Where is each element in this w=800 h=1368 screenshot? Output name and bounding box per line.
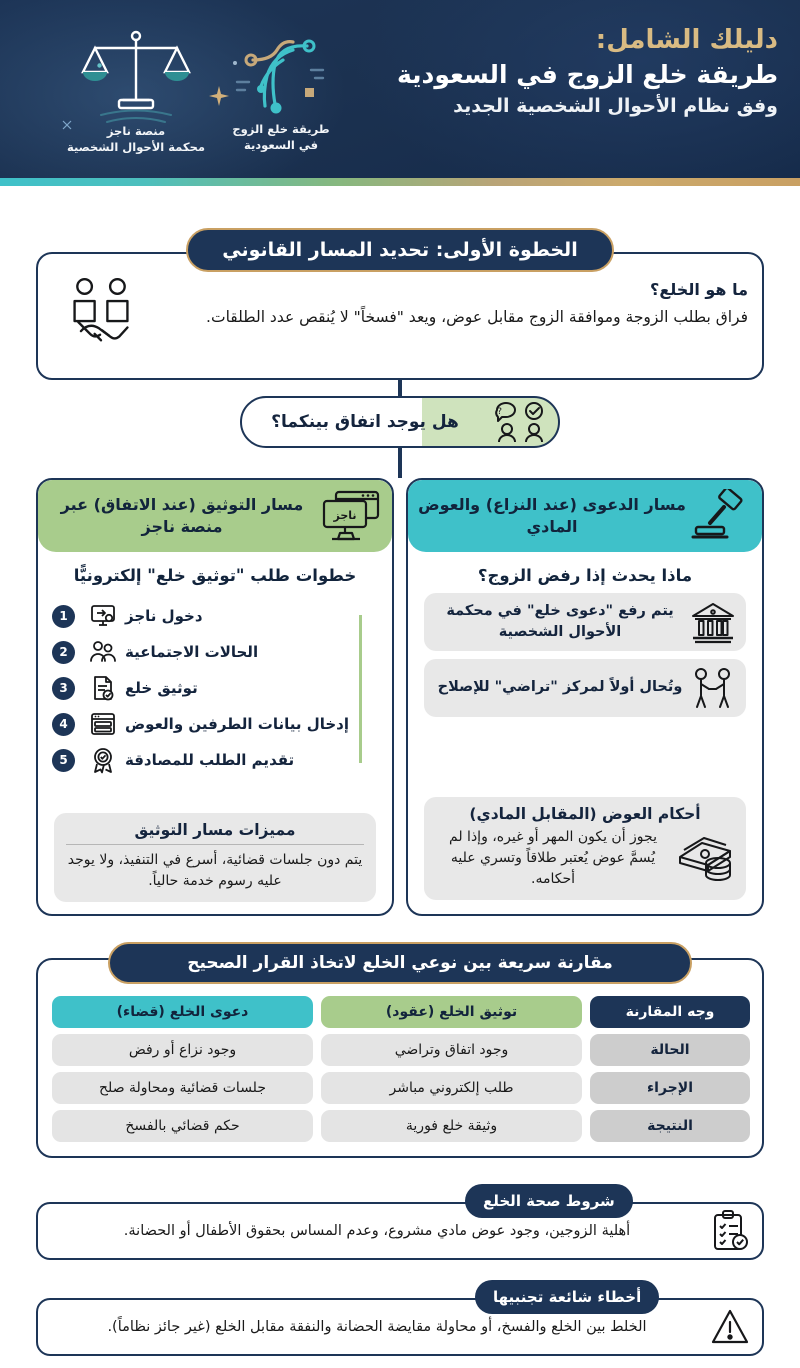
step-label: تقديم الطلب للمصادقة [125, 751, 295, 769]
table-cell-lawsuit: جلسات قضائية ومحاولة صلح [52, 1072, 313, 1104]
step-label: توثيق خلع [125, 679, 198, 697]
table-row-label: النتيجة [590, 1110, 750, 1142]
panel-lawsuit-path [406, 478, 764, 916]
table-header-cell: دعوى الخلع (قضاء) [52, 996, 313, 1028]
list-item [38, 707, 392, 741]
list-item [38, 635, 392, 669]
certified-seal-icon [89, 746, 117, 774]
decision-node [240, 396, 560, 448]
family-group-icon [89, 638, 117, 666]
step1-body [138, 280, 748, 329]
step-number: 5 [52, 749, 75, 772]
compensation-title: أحكام العوض (المقابل المادي) [469, 805, 701, 823]
mistakes-title-pill: أخطاء شائعة تجنبيها [475, 1280, 659, 1314]
page-title-sub: طريقة خلع الزوج في السعودية [396, 59, 778, 89]
table-cell-documentation: وثيقة خلع فورية [321, 1110, 582, 1142]
table-row [52, 1034, 750, 1066]
step-label: الحالات الاجتماعية [125, 643, 259, 661]
table-row-label: الحالة [590, 1034, 750, 1066]
connector-line-bottom [398, 448, 402, 478]
panel-documentation-header [38, 480, 392, 552]
header-banner [0, 0, 800, 186]
table-row [52, 1072, 750, 1104]
list-item [38, 743, 392, 777]
money-stack-icon [676, 831, 736, 887]
conditions-card [36, 1202, 764, 1260]
handshake-icon [60, 276, 142, 348]
lawsuit-info-text: وتُحال أولاً لمركز "تراضي" للإصلاح [437, 679, 683, 696]
conditions-title-pill: شروط صحة الخلع [465, 1184, 633, 1218]
panel-lawsuit-header [408, 480, 762, 552]
step1-title-pill: الخطوة الأولى: تحديد المسار القانوني [186, 228, 614, 272]
lawsuit-info-box [424, 659, 746, 717]
clipboard-check-icon [710, 1210, 750, 1252]
header-gradient-strip [0, 178, 800, 186]
logo-najiz-line1: منصة ناجز [106, 124, 166, 138]
step-number: 2 [52, 641, 75, 664]
mistakes-text: الخلط بين الخلع والفسخ، أو محاولة مقايضة الحضانة والنفقة مقابل الخلع (غير جائز نظاماً). [107, 1319, 647, 1335]
list-item [38, 599, 392, 633]
decision-label: هل يوجد اتفاق بينكما؟ [271, 412, 459, 432]
comparison-title-pill: مقارنة سريعة بين نوعي الخلع لاتخاذ القرار الصحيح [108, 942, 692, 984]
najiz-monitor-icon [320, 489, 382, 543]
table-cell-documentation: وجود اتفاق وتراضي [321, 1034, 582, 1066]
lawsuit-info-text: يتم رفع "دعوى خلع" في محكمة الأحوال الشخصية [446, 602, 674, 640]
features-text: يتم دون جلسات قضائية، أسرع في التنفيذ، ولا يوجد عليه رسوم خدمة حالياً. [67, 852, 363, 889]
panel-lawsuit-subtitle: ماذا يحدث إذا رفض الزوج؟ [477, 566, 693, 585]
compensation-text: يجوز أن يكون المهر أو غيره، وإذا لم يُسمَّ عوض يُعتبر طلاقاً وتسري عليه أحكامه. [449, 829, 657, 887]
step-number: 4 [52, 713, 75, 736]
logo-khul-line2: في السعودية [243, 137, 319, 152]
page-title-main: دليلك الشامل: [595, 25, 778, 55]
step-number: 1 [52, 605, 75, 628]
svg-text:?: ? [497, 407, 502, 417]
two-people-handshake-icon [690, 666, 736, 710]
step-label: إدخال بيانات الطرفين والعوض [125, 715, 349, 733]
table-cell-documentation: طلب إلكتروني مباشر [321, 1072, 582, 1104]
compensation-row [434, 827, 736, 890]
panel-lawsuit-title: مسار الدعوى (عند النزاع) والعوض المادي [418, 495, 686, 536]
list-item [38, 671, 392, 705]
documentation-steps-list [38, 599, 392, 777]
panel-documentation-path [36, 478, 394, 916]
compensation-box [424, 797, 746, 900]
scales-icon [77, 26, 195, 124]
lawsuit-info-box [424, 593, 746, 651]
page-title-tertiary: وفق نظام الأحوال الشخصية الجديد [453, 95, 778, 117]
conditions-text: أهلية الزوجين، وجود عوض مادي مشروع، وعدم المساس بحقوق الأطفال أو الحضانة. [123, 1223, 631, 1239]
warning-triangle-icon [710, 1306, 750, 1348]
table-row [52, 1110, 750, 1142]
table-header-cell: وجه المقارنة [590, 996, 750, 1028]
gavel-icon [690, 489, 752, 543]
question-people-icon [494, 402, 550, 442]
logo-najiz [46, 26, 226, 155]
step1-question: ما هو الخلع؟ [650, 280, 748, 299]
logo-najiz-line2: محكمة الأحوال الشخصية [67, 139, 205, 154]
step-number: 3 [52, 677, 75, 700]
header-title-block [308, 24, 778, 120]
courthouse-icon [690, 600, 736, 644]
logo-khul-line1: طريقة خلع الزوج [232, 122, 330, 136]
table-cell-lawsuit: حكم قضائي بالفسخ [52, 1110, 313, 1142]
table-cell-lawsuit: وجود نزاع أو رفض [52, 1034, 313, 1066]
login-screen-icon [89, 602, 117, 630]
table-header-row [52, 996, 750, 1028]
step-label: دخول ناجز [125, 607, 203, 625]
documentation-features-box [54, 813, 376, 902]
form-input-icon [89, 710, 117, 738]
panel-documentation-subtitle: خطوات طلب "توثيق خلع" إلكترونيًّا [73, 566, 357, 585]
panel-documentation-title: مسار التوثيق (عند الاتفاق) عبر منصة ناجز [60, 495, 304, 536]
step1-answer: فراق بطلب الزوجة وموافقة الزوج مقابل عوض، ويعد "فسخاً" لا يُنقص عدد الطلقات. [206, 308, 748, 326]
features-title: مميزات مسار التوثيق [66, 821, 364, 845]
comparison-table [52, 996, 750, 1148]
svg-text:ناجز: ناجز [333, 509, 357, 522]
comparison-card [36, 958, 764, 1158]
document-check-icon [89, 674, 117, 702]
table-header-cell: توثيق الخلع (عقود) [321, 996, 582, 1028]
table-row-label: الإجراء [590, 1072, 750, 1104]
